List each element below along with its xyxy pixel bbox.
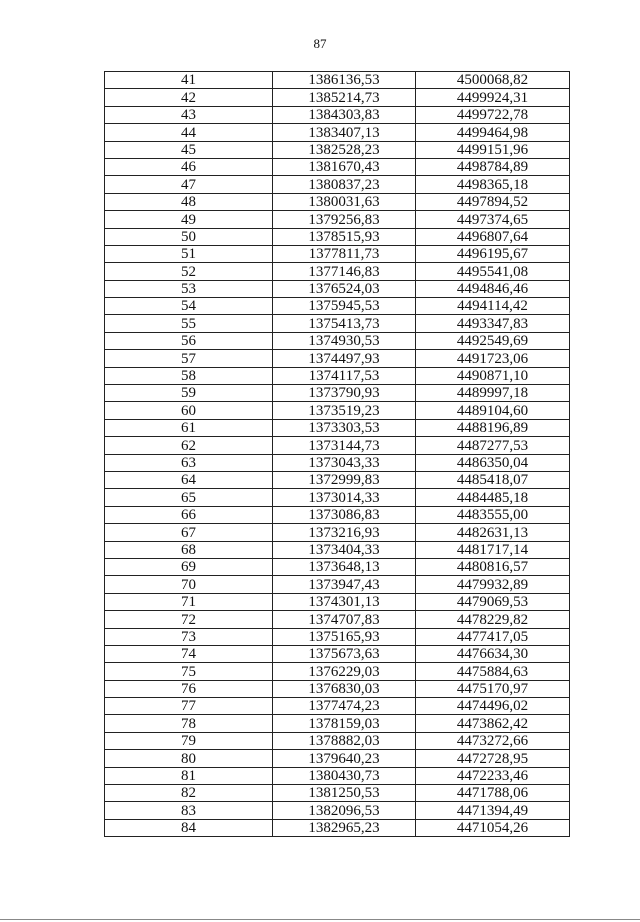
x-coordinate-cell: 1378159,03 [273,715,416,732]
point-number-cell: 66 [105,506,273,523]
point-number-cell: 74 [105,645,273,662]
x-coordinate-cell: 1382965,23 [273,819,416,836]
y-coordinate-cell: 4499151,96 [416,141,570,158]
x-coordinate-cell: 1377811,73 [273,245,416,262]
x-coordinate-cell: 1375945,53 [273,298,416,315]
y-coordinate-cell: 4498784,89 [416,158,570,175]
coordinates-table [104,71,570,837]
table-row [105,489,570,506]
point-number-cell: 71 [105,593,273,610]
y-coordinate-cell: 4481717,14 [416,541,570,558]
table-row [105,350,570,367]
y-coordinate-cell: 4477417,05 [416,628,570,645]
point-number-cell: 42 [105,89,273,106]
y-coordinate-cell: 4473272,66 [416,732,570,749]
y-coordinate-cell: 4495541,08 [416,263,570,280]
table-row [105,471,570,488]
point-number-cell: 64 [105,471,273,488]
point-number-cell: 49 [105,211,273,228]
y-coordinate-cell: 4476634,30 [416,645,570,662]
point-number-cell: 78 [105,715,273,732]
y-coordinate-cell: 4491723,06 [416,350,570,367]
x-coordinate-cell: 1373303,53 [273,419,416,436]
point-number-cell: 48 [105,193,273,210]
y-coordinate-cell: 4496195,67 [416,245,570,262]
point-number-cell: 50 [105,228,273,245]
y-coordinate-cell: 4494846,46 [416,280,570,297]
y-coordinate-cell: 4471788,06 [416,785,570,802]
y-coordinate-cell: 4483555,00 [416,506,570,523]
table-row [105,176,570,193]
point-number-cell: 56 [105,332,273,349]
x-coordinate-cell: 1374301,13 [273,593,416,610]
point-number-cell: 54 [105,298,273,315]
y-coordinate-cell: 4489997,18 [416,385,570,402]
y-coordinate-cell: 4473862,42 [416,715,570,732]
point-number-cell: 83 [105,802,273,819]
point-number-cell: 75 [105,663,273,680]
table-row [105,141,570,158]
point-number-cell: 67 [105,524,273,541]
table-row [105,454,570,471]
point-number-cell: 84 [105,819,273,836]
y-coordinate-cell: 4475884,63 [416,663,570,680]
table-row [105,437,570,454]
y-coordinate-cell: 4478229,82 [416,611,570,628]
x-coordinate-cell: 1376524,03 [273,280,416,297]
table-row [105,106,570,123]
x-coordinate-cell: 1380837,23 [273,176,416,193]
y-coordinate-cell: 4500068,82 [416,72,570,89]
x-coordinate-cell: 1373648,13 [273,558,416,575]
point-number-cell: 46 [105,158,273,175]
y-coordinate-cell: 4499924,31 [416,89,570,106]
y-coordinate-cell: 4475170,97 [416,680,570,697]
point-number-cell: 80 [105,750,273,767]
table-row [105,193,570,210]
y-coordinate-cell: 4493347,83 [416,315,570,332]
point-number-cell: 68 [105,541,273,558]
point-number-cell: 44 [105,124,273,141]
table-row [105,750,570,767]
coordinates-table-body [105,72,570,837]
table-row [105,228,570,245]
point-number-cell: 73 [105,628,273,645]
x-coordinate-cell: 1379640,23 [273,750,416,767]
table-row [105,593,570,610]
point-number-cell: 77 [105,698,273,715]
x-coordinate-cell: 1373043,33 [273,454,416,471]
x-coordinate-cell: 1373790,93 [273,385,416,402]
x-coordinate-cell: 1376830,03 [273,680,416,697]
y-coordinate-cell: 4472233,46 [416,767,570,784]
table-row [105,211,570,228]
y-coordinate-cell: 4471054,26 [416,819,570,836]
x-coordinate-cell: 1383407,13 [273,124,416,141]
y-coordinate-cell: 4497374,65 [416,211,570,228]
table-row [105,298,570,315]
x-coordinate-cell: 1373216,93 [273,524,416,541]
x-coordinate-cell: 1379256,83 [273,211,416,228]
y-coordinate-cell: 4494114,42 [416,298,570,315]
x-coordinate-cell: 1374497,93 [273,350,416,367]
table-row [105,663,570,680]
table-row [105,819,570,836]
y-coordinate-cell: 4485418,07 [416,471,570,488]
point-number-cell: 51 [105,245,273,262]
x-coordinate-cell: 1374930,53 [273,332,416,349]
x-coordinate-cell: 1375673,63 [273,645,416,662]
y-coordinate-cell: 4474496,02 [416,698,570,715]
x-coordinate-cell: 1376229,03 [273,663,416,680]
table-row [105,124,570,141]
x-coordinate-cell: 1375413,73 [273,315,416,332]
table-row [105,419,570,436]
y-coordinate-cell: 4484485,18 [416,489,570,506]
y-coordinate-cell: 4496807,64 [416,228,570,245]
table-row [105,332,570,349]
y-coordinate-cell: 4499464,98 [416,124,570,141]
point-number-cell: 59 [105,385,273,402]
table-row [105,245,570,262]
point-number-cell: 72 [105,611,273,628]
point-number-cell: 55 [105,315,273,332]
y-coordinate-cell: 4498365,18 [416,176,570,193]
point-number-cell: 41 [105,72,273,89]
point-number-cell: 62 [105,437,273,454]
y-coordinate-cell: 4497894,52 [416,193,570,210]
x-coordinate-cell: 1381250,53 [273,785,416,802]
point-number-cell: 60 [105,402,273,419]
y-coordinate-cell: 4488196,89 [416,419,570,436]
point-number-cell: 52 [105,263,273,280]
point-number-cell: 57 [105,350,273,367]
page-number: 87 [313,36,327,51]
x-coordinate-cell: 1373144,73 [273,437,416,454]
x-coordinate-cell: 1375165,93 [273,628,416,645]
x-coordinate-cell: 1373519,23 [273,402,416,419]
x-coordinate-cell: 1380031,63 [273,193,416,210]
x-coordinate-cell: 1386136,53 [273,72,416,89]
y-coordinate-cell: 4486350,04 [416,454,570,471]
x-coordinate-cell: 1382528,23 [273,141,416,158]
point-number-cell: 82 [105,785,273,802]
x-coordinate-cell: 1377474,23 [273,698,416,715]
table-row [105,385,570,402]
x-coordinate-cell: 1381670,43 [273,158,416,175]
y-coordinate-cell: 4479069,53 [416,593,570,610]
table-row [105,715,570,732]
point-number-cell: 81 [105,767,273,784]
point-number-cell: 70 [105,576,273,593]
x-coordinate-cell: 1373014,33 [273,489,416,506]
point-number-cell: 65 [105,489,273,506]
x-coordinate-cell: 1384303,83 [273,106,416,123]
y-coordinate-cell: 4471394,49 [416,802,570,819]
y-coordinate-cell: 4489104,60 [416,402,570,419]
table-row [105,72,570,89]
table-row [105,541,570,558]
table-row [105,506,570,523]
table-row [105,785,570,802]
point-number-cell: 45 [105,141,273,158]
y-coordinate-cell: 4480816,57 [416,558,570,575]
table-row [105,698,570,715]
table-row [105,402,570,419]
y-coordinate-cell: 4472728,95 [416,750,570,767]
x-coordinate-cell: 1378515,93 [273,228,416,245]
point-number-cell: 53 [105,280,273,297]
point-number-cell: 63 [105,454,273,471]
y-coordinate-cell: 4492549,69 [416,332,570,349]
table-row [105,315,570,332]
x-coordinate-cell: 1385214,73 [273,89,416,106]
table-row [105,558,570,575]
table-row [105,576,570,593]
table-row [105,367,570,384]
table-row [105,611,570,628]
table-row [105,89,570,106]
x-coordinate-cell: 1374707,83 [273,611,416,628]
y-coordinate-cell: 4479932,89 [416,576,570,593]
x-coordinate-cell: 1373404,33 [273,541,416,558]
x-coordinate-cell: 1377146,83 [273,263,416,280]
table-row [105,524,570,541]
x-coordinate-cell: 1372999,83 [273,471,416,488]
y-coordinate-cell: 4499722,78 [416,106,570,123]
x-coordinate-cell: 1373947,43 [273,576,416,593]
point-number-cell: 79 [105,732,273,749]
y-coordinate-cell: 4490871,10 [416,367,570,384]
x-coordinate-cell: 1380430,73 [273,767,416,784]
point-number-cell: 69 [105,558,273,575]
y-coordinate-cell: 4482631,13 [416,524,570,541]
table-row [105,767,570,784]
table-row [105,802,570,819]
point-number-cell: 47 [105,176,273,193]
table-row [105,645,570,662]
x-coordinate-cell: 1382096,53 [273,802,416,819]
table-row [105,732,570,749]
y-coordinate-cell: 4487277,53 [416,437,570,454]
x-coordinate-cell: 1374117,53 [273,367,416,384]
table-row [105,280,570,297]
x-coordinate-cell: 1378882,03 [273,732,416,749]
point-number-cell: 76 [105,680,273,697]
table-row [105,263,570,280]
table-row [105,158,570,175]
point-number-cell: 61 [105,419,273,436]
table-row [105,680,570,697]
page-bottom-edge [0,919,640,920]
point-number-cell: 58 [105,367,273,384]
table-row [105,628,570,645]
point-number-cell: 43 [105,106,273,123]
x-coordinate-cell: 1373086,83 [273,506,416,523]
